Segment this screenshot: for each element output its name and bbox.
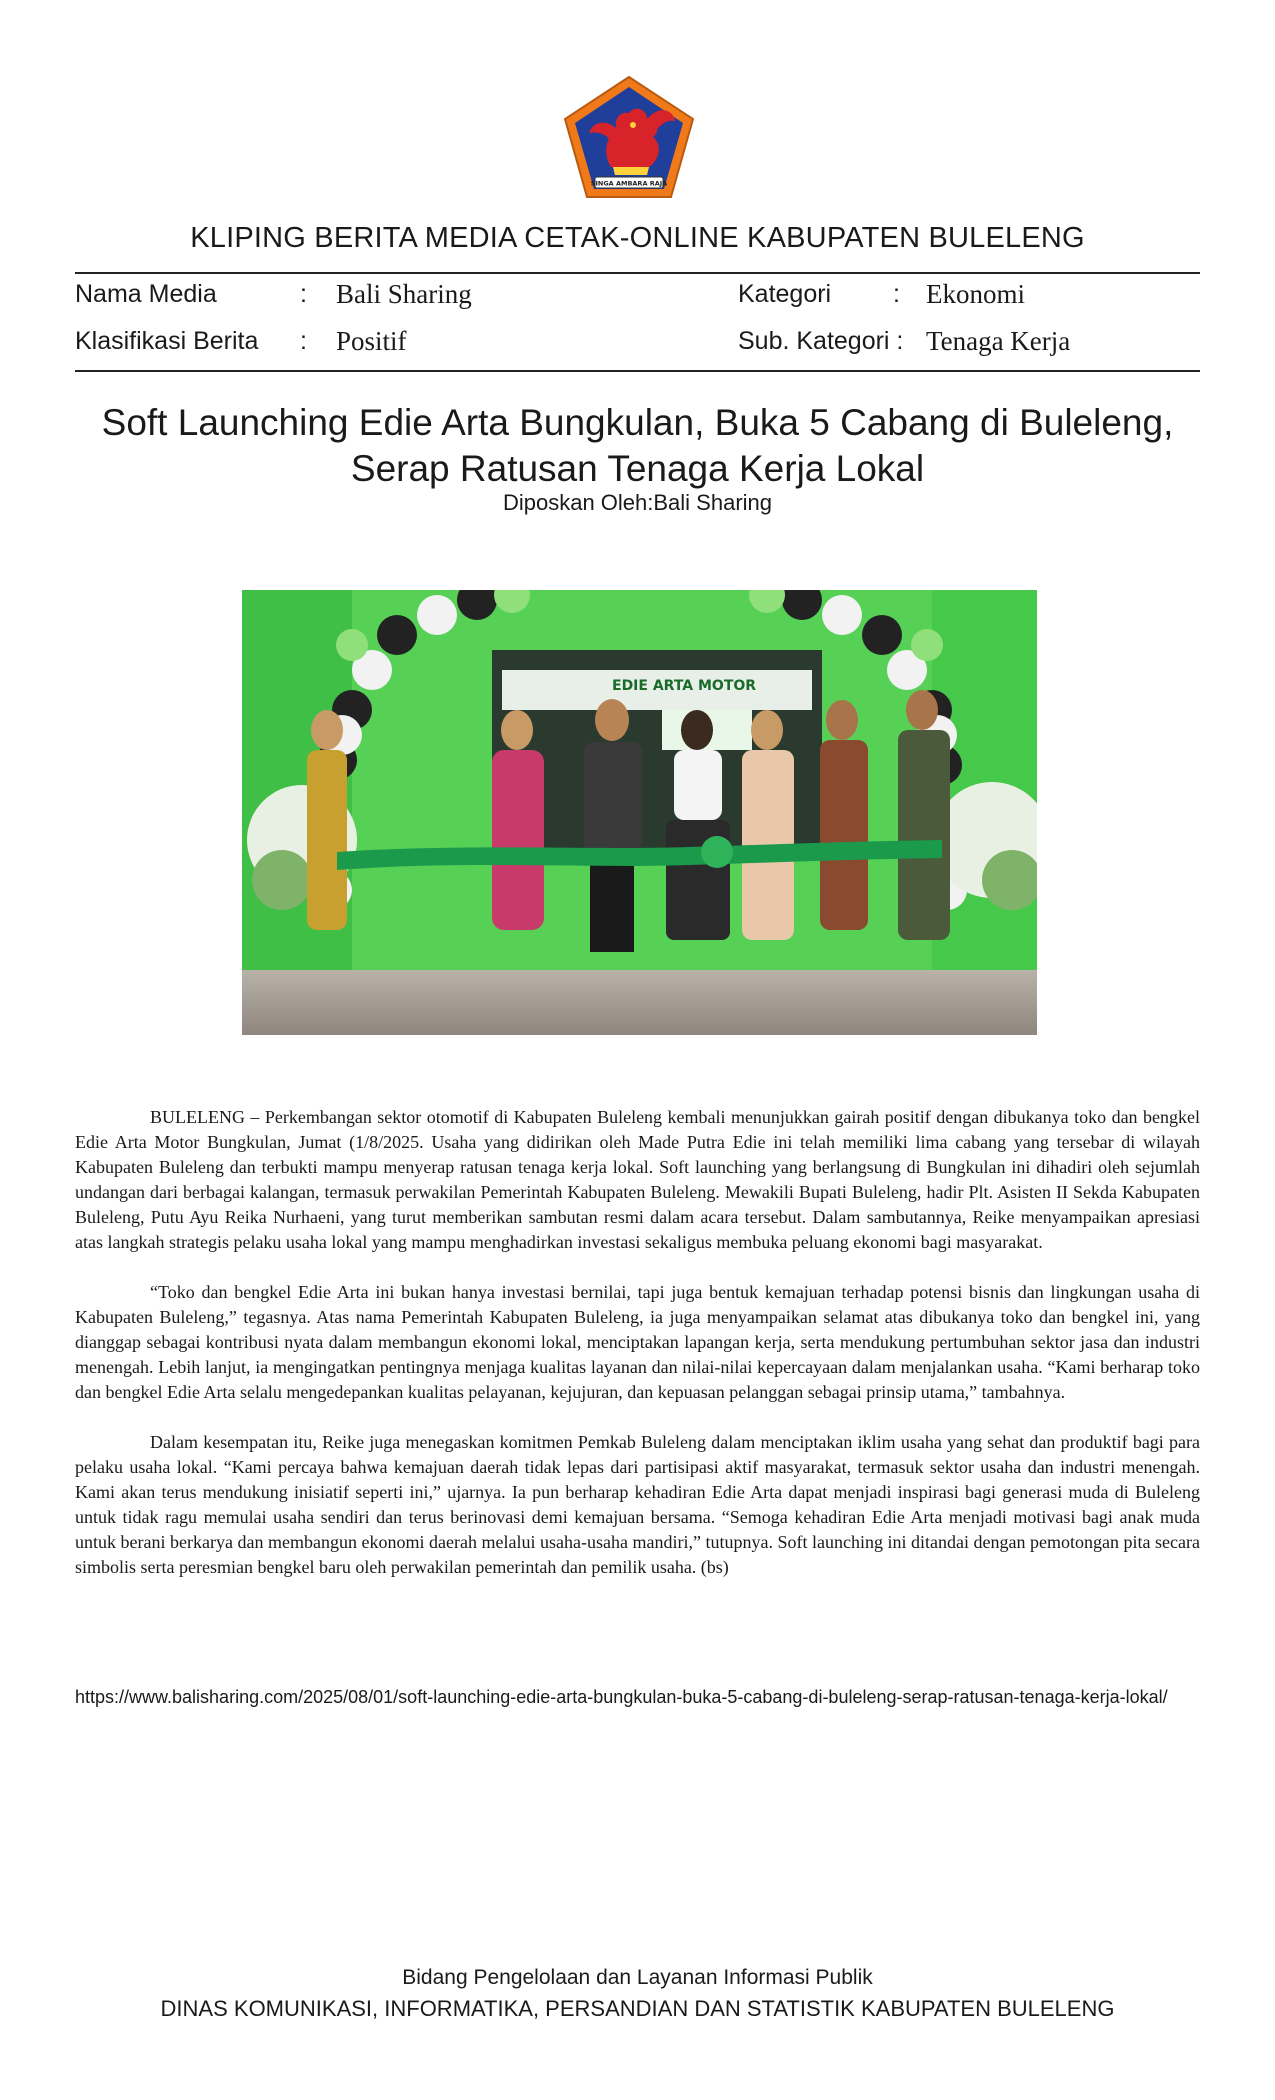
media-name-value: Bali Sharing — [336, 279, 472, 309]
category-value: Ekonomi — [926, 279, 1025, 309]
sub-category-value: Tenaga Kerja — [926, 326, 1071, 356]
media-name-label: Nama Media — [75, 280, 217, 308]
article-photo — [242, 590, 1037, 1035]
article-paragraph-3: Dalam kesempatan itu, Reike juga menegaskan komitmen Pemkab Buleleng dalam menciptakan iklim usaha yang sehat dan produktif bagi para pelaku usaha lokal. “Kami percaya bahwa kemajuan daerah tidak lepas dari partisipasi aktif masyarakat, termasuk sektor usaha dan industri menengah. Kami akan terus mendukung inisiatif seperti ini,” ujarnya. Ia pun berharap kehadiran Edie Arta dapat menjadi inspirasi bagi generasi muda di Buleleng untuk tidak ragu memulai usaha sendiri dan terus berinovasi demi kemajuan bersama. “Semoga kehadiran Edie Arta menjadi motivasi bagi anak muda untuk berani berkarya dan membangun ekonomi daerah melalui usaha-usaha mandiri,” tutupnya. Soft launching ini ditandai dengan pemotongan pita secara simbolis serta peresmian bengkel baru oleh perwakilan pemerintah dan pemilik usaha. (bs) — [75, 1432, 1200, 1577]
headline-line-1: Soft Launching Edie Arta Bungkulan, Buka 5 Cabang di Buleleng, — [101, 402, 1174, 443]
article-headline — [80, 400, 1195, 492]
category-colon: : — [893, 280, 900, 308]
news-classification-label: Klasifikasi Berita — [75, 327, 259, 355]
footer-division: Bidang Pengelolaan dan Layanan Informasi Publik — [402, 1966, 873, 1989]
news-classification-value: Positif — [336, 326, 407, 356]
media-name-colon: : — [300, 280, 307, 308]
article-paragraph-1: BULELENG – Perkembangan sektor otomotif di Kabupaten Buleleng kembali menunjukkan gairah positif dengan dibukanya toko dan bengkel Edie Arta Motor Bungkulan, Jumat (1/8/2025. Usaha yang didirikan oleh Made Putra Edie ini telah memiliki lima cabang yang tersebar di wilayah Kabupaten Buleleng dan terbukti mampu menyerap ratusan tenaga kerja lokal. Soft launching yang berlangsung di Bungkulan ini dihadiri oleh sejumlah undangan dari berbagai kalangan, termasuk perwakilan Pemerintah Kabupaten Buleleng. Mewakili Bupati Buleleng, hadir Plt. Asisten II Sekda Kabupaten Buleleng, Putu Ayu Reika Nurhaeni, yang turut memberikan sambutan resmi dalam acara tersebut. Dalam sambutannya, Reike menyampaikan apresiasi atas langkah strategis pelaku usaha lokal yang mampu menghadirkan investasi sekaligus membuka peluang ekonomi bagi masyarakat. — [75, 1107, 1200, 1252]
buleleng-emblem-logo — [563, 75, 695, 199]
source-url-link[interactable]: https://www.balisharing.com/2025/08/01/soft-launching-edie-arta-bungkulan-buka-5-cabang-di-buleleng-serap-ratusan-tenaga-kerja-lokal/ — [75, 1687, 1168, 1707]
document-header-title: KLIPING BERITA MEDIA CETAK-ONLINE KABUPATEN BULELENG — [190, 222, 1085, 254]
footer-agency: DINAS KOMUNIKASI, INFORMATIKA, PERSANDIAN DAN STATISTIK KABUPATEN BULELENG — [160, 1996, 1115, 2021]
article-byline: Diposkan Oleh:Bali Sharing — [502, 490, 773, 515]
article-paragraph-2: “Toko dan bengkel Edie Arta ini bukan hanya investasi bernilai, tapi juga bentuk kemajuan terhadap potensi bisnis dan lingkungan usaha di Kabupaten Buleleng,” tegasnya. Atas nama Pemerintah Kabupaten Buleleng, ia juga menyampaikan selamat atas dibukanya toko dan bengkel ini, yang dianggap sebagai kontribusi nyata dalam membangun ekonomi lokal, menciptakan lapangan kerja, serta mendukung pertumbuhan sektor jasa dan industri menengah. Lebih lanjut, ia mengingatkan pentingnya menjaga kualitas layanan dan nilai-nilai kepercayaan dalam menjalankan usaha. “Kami berharap toko dan bengkel Edie Arta selalu mengedepankan kualitas pelayanan, kejujuran, dan kepuasan pelanggan sebagai prinsip utama,” tambahnya. — [75, 1282, 1200, 1402]
category-label: Kategori — [738, 280, 832, 308]
news-classification-colon: : — [300, 327, 307, 355]
sub-category-label: Sub. Kategori : — [738, 327, 904, 355]
header-rule-bottom — [75, 370, 1200, 372]
headline-line-2: Serap Ratusan Tenaga Kerja Lokal — [350, 448, 925, 489]
svg-text:EDIE ARTA MOTOR: EDIE ARTA MOTOR — [612, 678, 757, 694]
svg-text:SINGA AMBARA RAJA: SINGA AMBARA RAJA — [590, 179, 668, 188]
header-rule-top — [75, 272, 1200, 274]
article-body — [75, 1105, 1200, 1605]
